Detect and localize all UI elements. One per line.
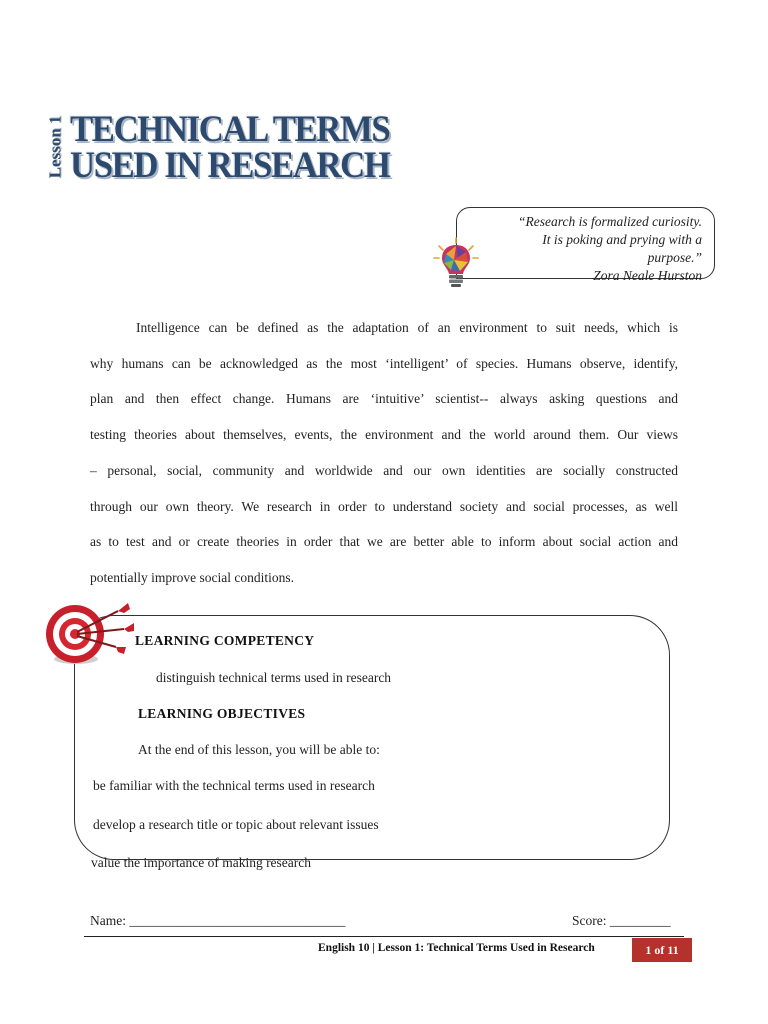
paragraph-line: potentially improve social conditions. (90, 569, 294, 585)
learning-competency-heading: LEARNING COMPETENCY (135, 633, 315, 648)
lesson-title-line2: USED IN RESEARCH (70, 145, 390, 186)
paragraph-line: Intelligence can be defined as the adaptation of an environment to suit needs, which is (136, 320, 678, 335)
learning-competency-text: distinguish technical terms used in research (156, 670, 392, 685)
paragraph-line: through our own theory. We research in order to understand society and social processes, as well (90, 498, 678, 514)
footer-divider (84, 936, 684, 937)
lightbulb-icon (432, 236, 480, 292)
learning-objective-item: be familiar with the technical terms used in research (93, 778, 375, 793)
lesson-number-tag (38, 112, 72, 182)
quote-line3: purpose.” (647, 250, 702, 265)
lesson-title-line1: TECHNICAL TERMS (70, 109, 390, 150)
learning-objective-item: value the importance of making research (91, 855, 312, 870)
quote-line2: It is poking and prying with a (542, 232, 702, 247)
quote-line1: “Research is formalized curiosity. (518, 214, 702, 229)
target-icon (44, 597, 134, 673)
page-number-badge (632, 938, 692, 962)
paragraph-line: why humans can be acknowledged as the most ‘intelligent’ of species. Humans observe, identify, (90, 355, 678, 371)
quote-author: Zora Neale Hurston (593, 268, 702, 283)
footer-course-text: English 10 | Lesson 1: Technical Terms Used in Research (318, 942, 595, 954)
score-field: Score: _________ (572, 913, 671, 928)
paragraph-line: as to test and or create theories in order that we are better able to inform about social action and (90, 534, 678, 550)
page-number-label: 1 of 11 (645, 942, 679, 957)
learning-objective-item: develop a research title or topic about relevant issues (93, 817, 379, 832)
paragraph-line: testing theories about themselves, events, the environment and the world around them. Our views (90, 427, 678, 443)
learning-objectives-heading: LEARNING OBJECTIVES (138, 706, 306, 721)
lesson-number-label: Lesson 1 (45, 115, 65, 179)
learning-objectives-intro: At the end of this lesson, you will be able to: (138, 742, 380, 757)
paragraph-line: plan and then effect change. Humans are ‘intuitive’ scientist-- always asking questions and (90, 391, 678, 407)
intro-paragraph (90, 310, 678, 596)
paragraph-line: – personal, social, community and worldwide and our own identities are socially constructed (90, 462, 678, 478)
quote (470, 213, 702, 285)
name-field: Name: ________________________________ (90, 913, 346, 928)
